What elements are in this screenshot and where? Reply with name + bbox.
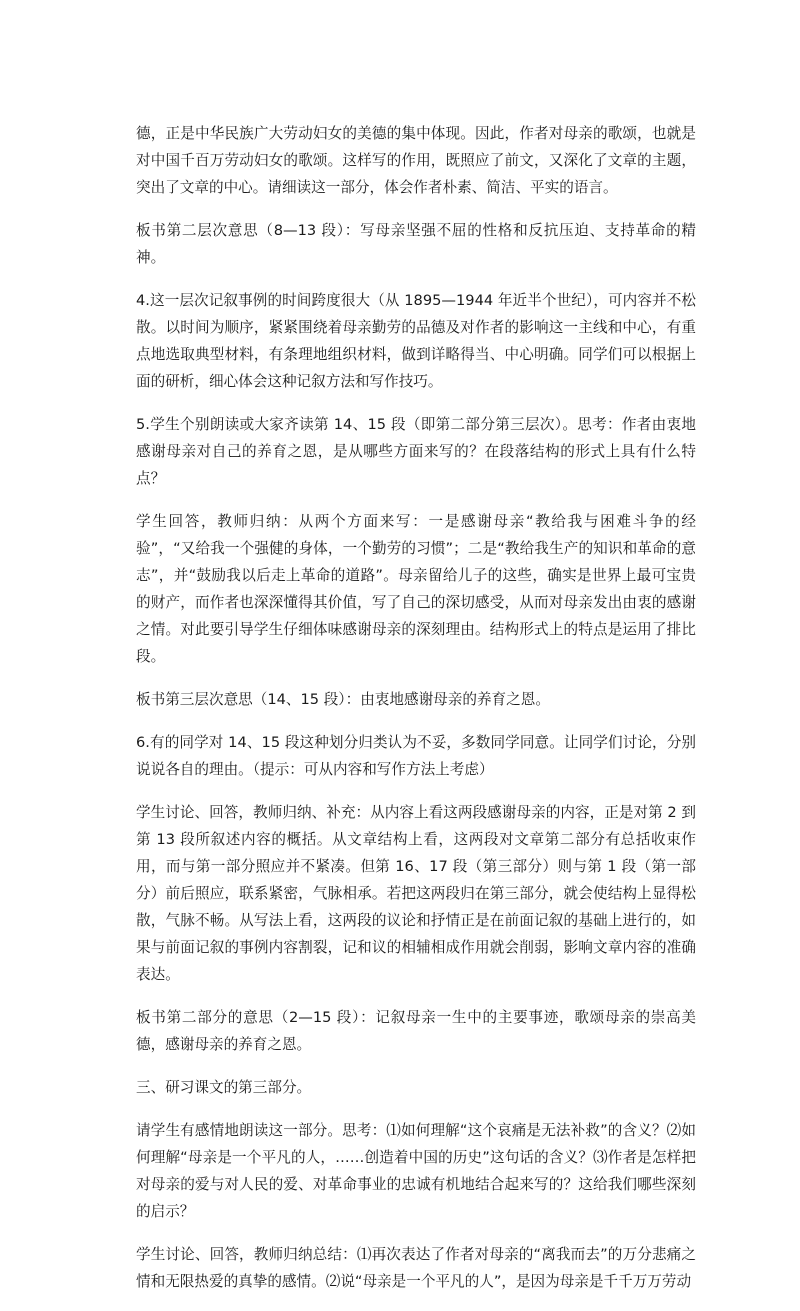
paragraph-7: 6.有的同学对 14、15 段这种划分归类认为不妥，多数同学同意。让同学们讨论，分别说说各自的理由。（提示：可从内容和写作方法上考虑） bbox=[136, 734, 696, 778]
paragraph-1: 德，正是中华民族广大劳动妇女的美德的集中体现。因此，作者对母亲的歌颂，也就是对中国千百万劳动妇女的歌颂。这样写的作用，既照应了前文，又深化了文章的主题，突出了文章的中心。请细读这一部分，体会作者朴素、简洁、平实的语言。 bbox=[136, 125, 696, 196]
paragraph-9: 板书第二部分的意思（2—15 段）：记叙母亲一生中的主要事迹，歌颂母亲的崇高美德，感谢母亲的养育之恩。 bbox=[136, 1009, 696, 1053]
paragraph-2: 板书第二层次意思（8—13 段）：写母亲坚强不屈的性格和反抗压迫、支持革命的精神。 bbox=[136, 222, 696, 266]
paragraph-3: 4.这一层次记叙事例的时间跨度很大（从 1895—1944 年近半个世纪），可内容并不松散。以时间为顺序，紧紧围绕着母亲勤劳的品德及对作者的影响这一主线和中心，有重点地选取典型材料，有条理地组织材料，做到详略得当、中心明确。同学们可以根据上面的研析，细心体会这种记叙方法和写作技巧。 bbox=[136, 292, 696, 390]
paragraph-8: 学生讨论、回答，教师归纳、补充：从内容上看这两段感谢母亲的内容，正是对第 2 到第 13 段所叙述内容的概括。从文章结构上看，这两段对文章第二部分有总括收束作用，而与第一部分照应并不紧凑。但第 16、17 段（第三部分）则与第 1 段（第一部分）前后照应，联系紧密，气脉相承。若把这两段归在第三部分，就会使结构上显得松散，气脉不畅。从写法上看，这两段的议论和抒情正是在前面记叙的基础上进行的，如果与前面记叙的事例内容割裂，记和议的相辅相成作用就会削弱，影响文章内容的准确表达。 bbox=[136, 804, 696, 983]
paragraph-11: 学生讨论、回答，教师归纳总结：⑴再次表达了作者对母亲的“离我而去”的万分悲痛之情和无限热爱的真挚的感情。⑵说“母亲是一个平凡的人”，是因为母亲是千千万万劳动 bbox=[136, 1246, 696, 1290]
paragraph-4: 5.学生个别朗读或大家齐读第 14、15 段（即第二部分第三层次）。思考：作者由衷地感谢母亲对自己的养育之恩，是从哪些方面来写的？在段落结构的形式上具有什么特点？ bbox=[136, 416, 696, 487]
document-body bbox=[136, 120, 696, 1311]
section-heading: 三、研习课文的第三部分。 bbox=[136, 1079, 312, 1096]
paragraph-6: 板书第三层次意思（14、15 段）：由衷地感谢母亲的养育之恩。 bbox=[136, 691, 550, 708]
paragraph-5: 学生回答，教师归纳：从两个方面来写：一是感谢母亲“教给我与困难斗争的经验”，“又给我一个强健的身体，一个勤劳的习惯”；二是“教给我生产的知识和革命的意志”，并“鼓励我以后走上革命的道路”。母亲留给儿子的这些，确实是世界上最可宝贵的财产，而作者也深深懂得其价值，写了自己的深切感受，从而对母亲发出由衷的感谢之情。对此要引导学生仔细体味感谢母亲的深刻理由。结构形式上的特点是运用了排比段。 bbox=[136, 513, 696, 665]
paragraph-10: 请学生有感情地朗读这一部分。思考：⑴如何理解“这个哀痛是无法补救”的含义？⑵如何理解“母亲是一个平凡的人，……创造着中国的历史”这句话的含义？⑶作者是怎样把对母亲的爱与对人民的爱、对革命事业的忠诚有机地结合起来写的？这给我们哪些深刻的启示？ bbox=[136, 1122, 696, 1220]
